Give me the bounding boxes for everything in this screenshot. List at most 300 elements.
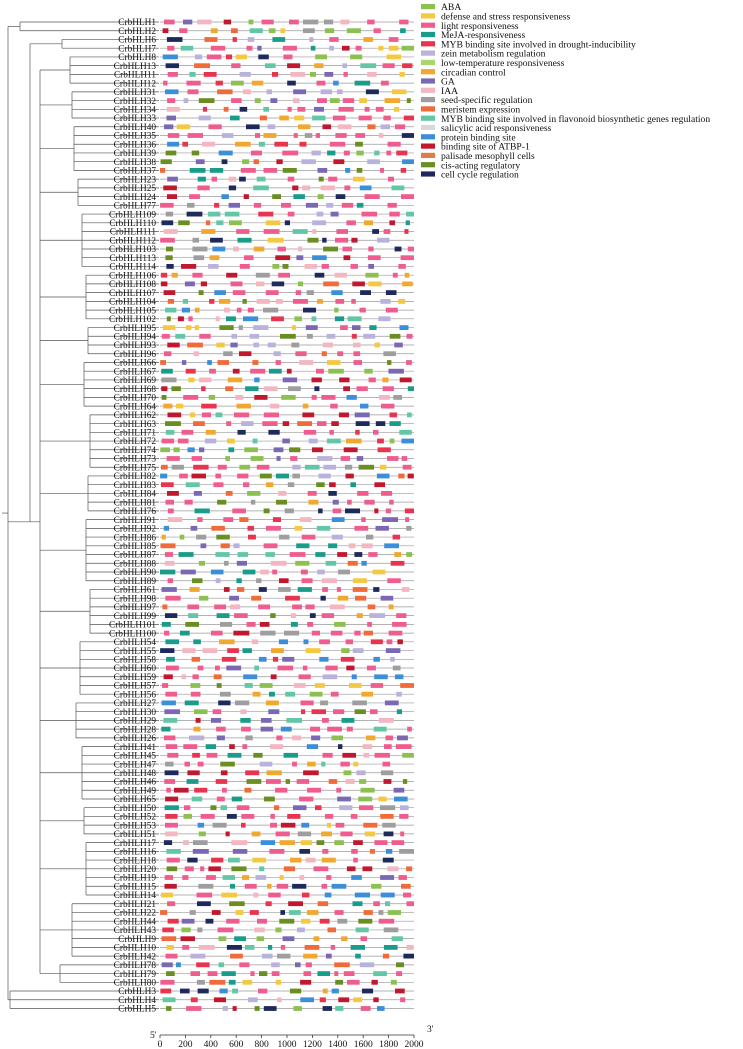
cis-element <box>213 709 222 714</box>
gene-label: CrbHLH75 <box>113 463 156 474</box>
cis-element <box>228 858 240 863</box>
cis-element <box>295 351 306 356</box>
cis-element <box>353 177 365 182</box>
cis-element <box>161 727 170 732</box>
legend-swatch <box>421 88 435 93</box>
cis-element <box>354 552 362 557</box>
cis-element <box>182 430 194 435</box>
cis-element <box>354 526 368 531</box>
cis-element <box>334 622 346 627</box>
cis-element <box>361 1006 371 1011</box>
cis-element <box>363 334 375 339</box>
cis-element <box>340 832 352 837</box>
cis-element <box>380 299 390 304</box>
cis-element <box>207 55 222 60</box>
cis-element <box>208 212 221 217</box>
cis-element <box>293 229 308 234</box>
cis-element <box>394 797 408 802</box>
cis-element <box>276 980 281 985</box>
cis-element <box>216 727 226 732</box>
axis-tick-label: 2000 <box>404 1040 424 1049</box>
cis-element <box>197 928 202 933</box>
cis-element <box>235 395 243 400</box>
cis-element <box>284 631 299 636</box>
cis-element <box>360 962 374 967</box>
cis-element <box>300 997 314 1002</box>
cis-element <box>279 535 289 540</box>
cis-element <box>186 1006 201 1011</box>
cis-element <box>381 404 394 409</box>
cis-element <box>380 875 394 880</box>
cis-element <box>283 936 295 941</box>
cis-element <box>189 194 200 199</box>
cis-element <box>231 81 244 86</box>
cis-element <box>396 744 412 749</box>
cis-element <box>192 657 201 662</box>
cis-element <box>344 770 352 775</box>
axis-tick-label: 1400 <box>328 1040 348 1049</box>
cis-element <box>165 308 176 313</box>
cis-element <box>338 596 348 601</box>
cis-element <box>394 552 401 557</box>
gene-label: CrbHLH52 <box>113 812 156 823</box>
cis-element <box>164 20 175 25</box>
cis-element <box>161 543 176 548</box>
cis-element <box>360 63 376 68</box>
cis-element <box>353 997 362 1002</box>
cis-element <box>198 989 209 994</box>
cis-element <box>333 509 342 514</box>
cis-element <box>209 395 215 400</box>
cis-element <box>230 343 237 348</box>
cis-element <box>182 875 188 880</box>
cis-element <box>405 509 414 514</box>
cis-element <box>300 980 311 985</box>
cis-element <box>395 124 405 129</box>
cis-element <box>379 910 384 915</box>
legend-label: seed-specific regulation <box>441 95 533 107</box>
cis-element <box>352 325 361 330</box>
cis-element <box>223 1006 228 1011</box>
cis-element <box>201 386 206 391</box>
cis-element <box>216 81 223 86</box>
cis-element <box>361 936 368 941</box>
cis-element <box>244 194 249 199</box>
cis-element <box>190 683 200 688</box>
cis-element <box>302 535 316 540</box>
cis-element <box>387 55 402 60</box>
cis-element <box>407 901 415 906</box>
cis-element <box>165 814 177 819</box>
cis-element <box>309 439 318 444</box>
gene-label: CrbHLH112 <box>109 236 156 247</box>
cis-element <box>257 46 261 51</box>
cis-element <box>292 186 298 191</box>
cis-element <box>317 456 332 461</box>
gene-label: CrbHLH110 <box>109 218 156 229</box>
cis-element <box>268 238 284 243</box>
cis-element <box>373 657 380 662</box>
cis-element <box>287 814 300 819</box>
cis-element <box>292 884 306 889</box>
cis-element <box>176 962 181 967</box>
gene-label: CrbHLH57 <box>113 681 156 692</box>
cis-element <box>406 526 411 531</box>
cis-element <box>301 823 309 828</box>
cis-element <box>250 369 265 374</box>
cis-element <box>235 910 243 915</box>
cis-element <box>330 142 345 147</box>
cis-element <box>327 727 342 732</box>
cis-element <box>353 578 367 583</box>
cis-element <box>206 744 216 749</box>
cis-element <box>317 971 330 976</box>
cis-element <box>204 72 217 77</box>
cis-element <box>185 500 193 505</box>
cis-element <box>400 378 412 383</box>
legend-label: MYB binding site involved in flavonoid biosynthetic genes regulation <box>441 113 711 125</box>
gene-label: CrbHLH80 <box>113 978 156 989</box>
cis-element <box>290 456 297 461</box>
cis-element <box>236 229 249 234</box>
cis-element <box>382 378 388 383</box>
cis-element <box>248 37 255 42</box>
cis-element <box>210 168 223 173</box>
cis-element <box>361 692 373 697</box>
cis-element <box>335 980 343 985</box>
cis-element <box>317 421 327 426</box>
cis-element <box>389 421 400 426</box>
cis-element <box>368 247 373 252</box>
cis-element <box>331 945 335 950</box>
cis-element <box>316 369 324 374</box>
gene-label: CrbHLH31 <box>113 88 156 99</box>
cis-element <box>210 255 220 260</box>
gene-label: CrbHLH35 <box>113 131 156 142</box>
cis-element <box>194 255 205 260</box>
cis-element <box>360 290 371 295</box>
gene-label: CrbHLH2 <box>118 26 156 37</box>
cis-element <box>392 186 405 191</box>
cis-element <box>340 762 349 767</box>
gene-label: CrbHLH41 <box>113 742 156 753</box>
cis-element <box>163 186 177 191</box>
cis-element <box>390 439 395 444</box>
gene-label: CrbHLH72 <box>113 437 156 448</box>
cis-element <box>167 142 179 147</box>
cis-element <box>168 578 174 583</box>
cis-element <box>279 116 289 121</box>
cis-element <box>326 561 337 566</box>
cis-element <box>276 159 282 164</box>
cis-element <box>199 334 210 339</box>
cis-element <box>259 142 265 147</box>
cis-element <box>315 683 325 688</box>
cis-element <box>165 89 179 94</box>
gene-label: CrbHLH81 <box>113 498 156 509</box>
cis-element <box>298 247 302 252</box>
cis-element <box>165 255 172 260</box>
cis-element <box>274 351 281 356</box>
cis-element <box>199 290 204 295</box>
cis-element <box>266 290 279 295</box>
cis-element <box>267 89 273 94</box>
cis-element <box>352 282 365 287</box>
cis-element <box>349 683 362 688</box>
cis-element <box>245 788 252 793</box>
cis-element <box>375 343 380 348</box>
cis-element <box>387 360 391 365</box>
cis-element <box>193 840 208 845</box>
cis-element <box>296 290 301 295</box>
cis-element <box>312 220 326 225</box>
cis-element <box>253 439 258 444</box>
cis-element <box>276 832 290 837</box>
cis-element <box>165 797 178 802</box>
cis-element <box>397 639 403 644</box>
cis-element <box>192 797 203 802</box>
cis-element <box>339 107 354 112</box>
cis-element <box>401 439 414 444</box>
cis-element <box>395 247 402 252</box>
cis-element <box>165 884 177 889</box>
gene-label: CrbHLH64 <box>113 402 156 413</box>
cis-element <box>282 657 294 662</box>
cis-element <box>178 316 184 321</box>
cis-element <box>272 37 285 42</box>
cis-element <box>334 840 344 845</box>
cis-element <box>160 474 167 479</box>
cis-element <box>336 194 346 199</box>
cis-element <box>383 63 395 68</box>
cis-element <box>241 823 246 828</box>
cis-element <box>185 282 195 287</box>
cis-element <box>400 72 405 77</box>
cis-element <box>357 168 363 173</box>
gene-label: CrbHLH20 <box>113 865 156 876</box>
axis-tick-label: 400 <box>203 1040 218 1049</box>
cis-element <box>319 639 330 644</box>
cis-element <box>198 177 206 182</box>
cis-element <box>368 605 376 610</box>
legend-swatch <box>421 97 435 102</box>
cis-element <box>198 884 213 889</box>
cis-element <box>374 674 388 679</box>
cis-element <box>314 63 323 68</box>
cis-element <box>271 316 284 321</box>
cis-element <box>163 55 178 60</box>
cis-element <box>172 273 178 278</box>
cis-element <box>166 744 178 749</box>
cis-element <box>214 605 226 610</box>
cis-element <box>319 657 328 662</box>
cis-element <box>165 805 179 810</box>
cis-element <box>280 334 296 339</box>
cis-element <box>331 736 343 741</box>
cis-element <box>181 264 196 269</box>
cis-element <box>312 631 320 636</box>
cis-element <box>273 657 278 662</box>
cis-element <box>277 884 289 889</box>
cis-element <box>384 928 399 933</box>
cis-element <box>167 177 178 182</box>
cis-element <box>234 936 246 941</box>
cis-element <box>164 709 180 714</box>
cis-element <box>222 657 236 662</box>
cis-element <box>229 203 240 208</box>
gene-label: CrbHLH28 <box>113 725 156 736</box>
cis-element <box>341 657 355 662</box>
cis-element <box>239 517 248 522</box>
gene-label: CrbHLH44 <box>113 917 156 928</box>
cis-element <box>167 945 174 950</box>
legend-label: MeJA-responsiveness <box>441 30 526 42</box>
cis-element <box>221 770 228 775</box>
cis-element <box>281 395 296 400</box>
cis-element <box>254 395 267 400</box>
cis-element <box>254 666 259 671</box>
cis-element <box>324 72 333 77</box>
cis-element <box>357 491 368 496</box>
cis-element <box>347 395 357 400</box>
cis-element <box>374 482 385 487</box>
cis-element <box>344 971 355 976</box>
cis-element <box>160 203 174 208</box>
cis-element <box>184 98 189 103</box>
cis-element <box>196 962 209 967</box>
cis-element <box>310 727 320 732</box>
cis-element <box>377 474 390 479</box>
cis-element <box>337 797 351 802</box>
cis-element <box>376 421 386 426</box>
cis-element <box>166 212 173 217</box>
cis-element <box>398 299 405 304</box>
cis-element <box>270 613 275 618</box>
axis-tick-label: 1200 <box>302 1040 322 1049</box>
cis-element <box>231 28 238 33</box>
cis-element <box>260 631 275 636</box>
cis-element <box>256 273 270 278</box>
cis-element <box>256 875 267 880</box>
cis-element <box>405 517 409 522</box>
cis-element <box>248 526 255 531</box>
cis-element <box>288 212 295 217</box>
cis-element <box>333 116 346 121</box>
cis-element <box>317 570 325 575</box>
cis-element <box>343 247 353 252</box>
cis-element <box>253 186 269 191</box>
cis-element <box>182 919 195 924</box>
x-axis <box>150 1025 434 1049</box>
cis-element <box>242 875 249 880</box>
cis-element <box>261 840 275 845</box>
cis-element <box>185 866 194 871</box>
cis-element <box>234 413 249 418</box>
cis-element <box>386 509 391 514</box>
cis-element <box>270 823 277 828</box>
cis-element <box>381 893 395 898</box>
cis-element <box>318 901 328 906</box>
cis-element <box>182 360 186 365</box>
cis-element <box>181 936 196 941</box>
cis-element <box>408 386 414 391</box>
gene-label: CrbHLH88 <box>113 559 156 570</box>
cis-element <box>288 386 301 391</box>
cis-element <box>271 962 280 967</box>
cis-element <box>262 421 277 426</box>
cis-element <box>318 194 324 199</box>
cis-element <box>164 351 171 356</box>
legend-label: binding site of ATBP-1 <box>441 141 530 153</box>
cis-element <box>199 832 206 837</box>
cis-element <box>376 526 389 531</box>
cis-element <box>331 631 343 636</box>
cis-element <box>384 744 392 749</box>
cis-element <box>167 753 178 758</box>
cis-element <box>390 413 398 418</box>
cis-element <box>281 823 296 828</box>
cis-element <box>406 220 410 225</box>
cis-element <box>194 351 199 356</box>
cis-element <box>331 212 339 217</box>
cis-element <box>278 587 291 592</box>
cis-element <box>393 535 401 540</box>
cis-element <box>364 500 374 505</box>
cis-element <box>261 718 272 723</box>
cis-element <box>239 325 243 330</box>
cis-element <box>389 500 394 505</box>
cis-element <box>206 220 210 225</box>
cis-element <box>187 770 199 775</box>
cis-element <box>168 413 182 418</box>
cis-element <box>224 587 230 592</box>
cis-element <box>162 587 177 592</box>
cis-element <box>389 46 399 51</box>
cis-element <box>327 334 336 339</box>
cis-element <box>185 622 199 627</box>
gene-label: CrbHLH87 <box>113 550 156 561</box>
cis-element <box>338 744 342 749</box>
gene-label: CrbHLH36 <box>113 140 156 151</box>
cis-element <box>309 37 313 42</box>
cis-element <box>288 177 295 182</box>
cis-element <box>325 28 334 33</box>
cis-element <box>293 299 308 304</box>
cis-element <box>352 334 357 339</box>
legend-label: GA <box>441 76 455 88</box>
cis-element <box>193 727 200 732</box>
cis-element <box>188 613 198 618</box>
cis-element <box>285 596 300 601</box>
cis-element <box>172 465 184 470</box>
cis-element <box>224 561 229 566</box>
gene-label: CrbHLH16 <box>113 847 156 858</box>
cis-element <box>355 413 370 418</box>
cis-element <box>254 247 265 252</box>
cis-element <box>206 430 216 435</box>
cis-element <box>333 159 344 164</box>
cis-element <box>263 133 276 138</box>
cis-element <box>195 509 210 514</box>
cis-element <box>198 762 204 767</box>
cis-element <box>400 805 409 810</box>
cis-element <box>374 727 387 732</box>
cis-element <box>402 133 414 138</box>
cis-element <box>216 220 223 225</box>
cis-element <box>257 177 266 182</box>
gene-label: CrbHLH33 <box>113 114 156 125</box>
cis-element <box>233 543 239 548</box>
